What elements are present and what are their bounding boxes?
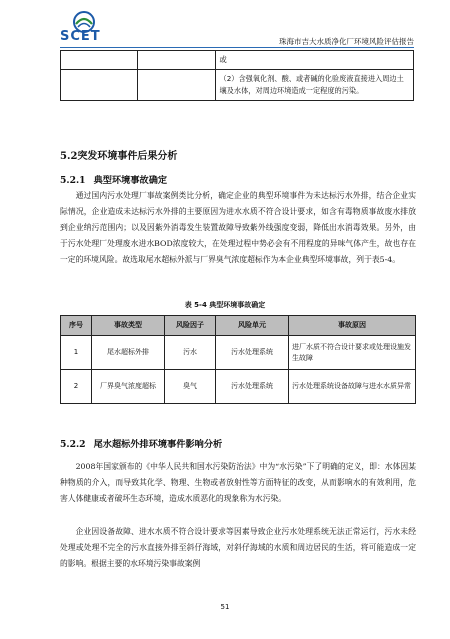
body-paragraph (60, 524, 416, 572)
subsection-title: 典型环境事故确定 (93, 175, 168, 186)
table-cell (61, 70, 138, 101)
table-cell: 尾水超标外排 (92, 336, 165, 370)
table-cell: 或 (215, 51, 413, 70)
subsection-number: 5.2.2 (60, 439, 86, 450)
column-header: 序号 (61, 316, 92, 336)
header-divider (60, 47, 414, 48)
body-paragraph (60, 188, 416, 268)
table-cell: 污水 (165, 336, 216, 370)
section-heading: 5.2突发环境事件后果分析 (60, 151, 178, 162)
table-cell: 污水处理系统设备故障与进水水质异常 (289, 370, 416, 404)
table-cell: 2 (61, 370, 92, 404)
paragraph-text: 企业因设备故障、进水水质不符合设计要求等因素导致企业污水处理系统无法正常运行，污水未经处理或处理不完全的污水直接外排至斜仔海域，对斜仔海域的水质和周边居民的生活，将可能造成一定的影响。根据主要的水环境污染事故案例 (60, 527, 416, 568)
column-header: 事故类型 (92, 316, 165, 336)
subsection-heading (60, 436, 222, 450)
table-caption: 表 5-4 典型环境事故确定 (184, 301, 266, 309)
column-header: 风险单元 (216, 316, 289, 336)
table-cell: 1 (61, 336, 92, 370)
continued-table (60, 50, 414, 101)
table-cell (61, 51, 138, 70)
paragraph-text: 2008年国家颁布的《中华人民共和国水污染防治法》中为“水污染”下了明确的定义，即：水体因某种物质的介入，而导致其化学、物理、生物或者放射性等方面特征的改变，从而影响水的有效利用，危害人体健康或者破坏生态环境，造成水质恶化的现象称为水污染。 (60, 462, 416, 503)
body-paragraph (60, 459, 416, 507)
page-number: 51 (220, 603, 230, 611)
subsection-number: 5.2.1 (60, 175, 86, 186)
table-cell: 进厂水质不符合设计要求或处理设施发生故障 (289, 336, 416, 370)
table-row (61, 370, 416, 404)
table-row (61, 336, 416, 370)
table-cell (137, 70, 215, 101)
paragraph-text: 通过国内污水处理厂事故案例类比分析，确定企业的典型环境事件为未达标污水外排，结合企业实际情况，企业造成未达标污水外排的主要原因为进水水质不符合设计要求，如含有毒物质事故废水排放到企业纳污范围内；以及因紫外消毒发生装置故障导致紫外线强度变弱，降低出水消毒效果。另外，由于污水处理厂处理废水进水BOD浓度较大，在处理过程中势必会有不用程度的异味气体产生，故也存在一定的环境风险。故选取尾水超标外派与厂界臭气浓度超标作为本企业典型环境事故，列于表5-4。 (60, 191, 416, 264)
table-cell: （2）含强氧化剂、酸、或者碱的化验废液直接进入周边土壤及水体，对周边环境造成一定程度的污染。 (215, 70, 413, 101)
logo-text: SCET (60, 29, 101, 44)
table-cell: 臭气 (165, 370, 216, 404)
table-row (61, 70, 414, 101)
subsection-title: 尾水超标外排环境事件影响分析 (93, 439, 223, 450)
column-header: 风险因子 (165, 316, 216, 336)
table-cell (137, 51, 215, 70)
table-header-row (61, 316, 416, 336)
table-cell: 污水处理系统 (216, 336, 289, 370)
table-row (61, 51, 414, 70)
column-header: 事故原因 (289, 316, 416, 336)
table-cell: 污水处理系统 (216, 370, 289, 404)
document-title: 珠海市吉大水质净化厂环境风险评估报告 (279, 37, 414, 46)
accident-table (60, 315, 416, 404)
table-cell: 厂界臭气浓度超标 (92, 370, 165, 404)
page-header (0, 0, 450, 52)
subsection-heading (60, 172, 167, 186)
